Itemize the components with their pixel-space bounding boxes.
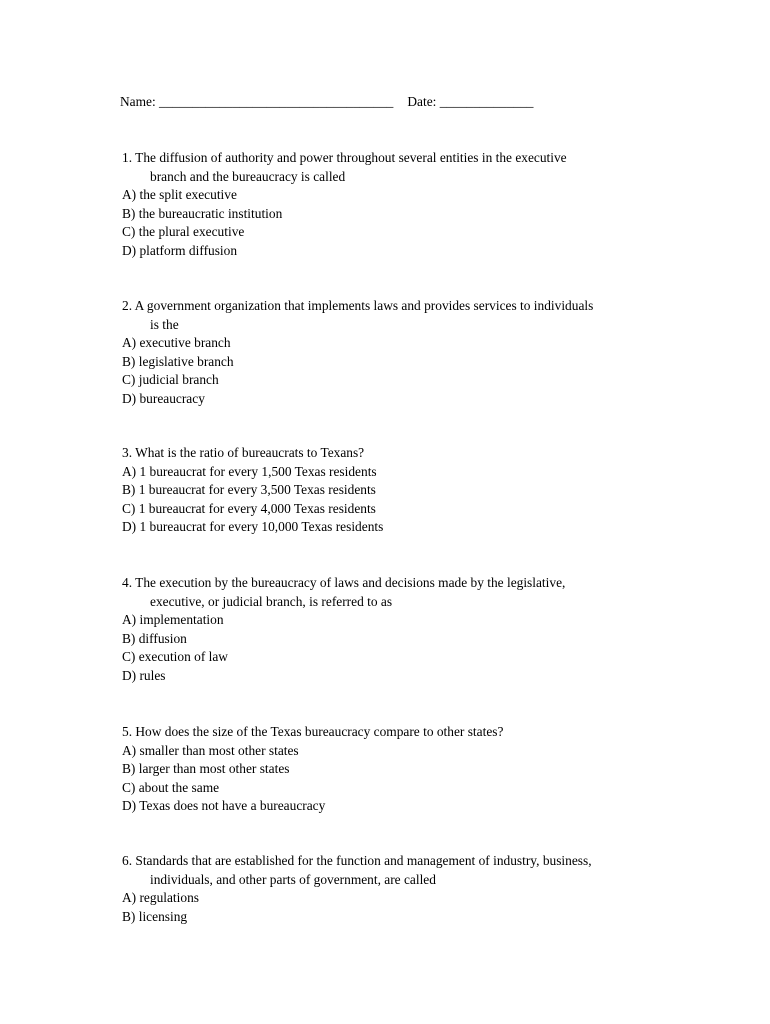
answer-choice-b: B) 1 bureaucrat for every 3,500 Texas residents [122, 482, 376, 497]
answer-choice-b: B) larger than most other states [122, 761, 290, 776]
question-5 [122, 723, 682, 816]
answer-choice-c: C) the plural executive [122, 224, 245, 239]
answer-choice-a: A) 1 bureaucrat for every 1,500 Texas residents [122, 463, 377, 479]
answer-choice-b: B) legislative branch [122, 353, 234, 369]
question-stem-line: 2. A government organization that implements laws and provides services to individuals [122, 298, 594, 313]
question-stem [122, 297, 682, 334]
answer-choice-c: C) execution of law [122, 649, 228, 664]
question-stem-continuation: executive, or judicial branch, is referred to as [150, 593, 393, 609]
question-stem [122, 852, 682, 889]
question-stem [122, 149, 682, 186]
answer-choice-b: B) diffusion [122, 630, 187, 646]
answer-choice-a: A) executive branch [122, 335, 231, 350]
answer-choice-a: A) smaller than most other states [122, 742, 299, 758]
question-stem-line: 6. Standards that are established for the function and management of industry, business, [122, 853, 592, 868]
name-date-header [120, 93, 533, 112]
question-stem-continuation: individuals, and other parts of government, are called [150, 871, 436, 887]
answer-choice-d: D) bureaucracy [122, 390, 205, 406]
question-1 [122, 149, 682, 260]
date-field-label: Date: ______________ [407, 94, 534, 109]
question-stem [122, 444, 682, 463]
answer-choice-d: D) 1 bureaucrat for every 10,000 Texas residents [122, 519, 384, 534]
answer-choice-b: B) licensing [122, 908, 188, 924]
answer-choice-c: C) 1 bureaucrat for every 4,000 Texas residents [122, 500, 376, 516]
question-stem-line: 4. The execution by the bureaucracy of laws and decisions made by the legislative, [122, 575, 566, 590]
question-stem-line: 3. What is the ratio of bureaucrats to Texans? [122, 445, 365, 460]
answer-choice-a: A) the split executive [122, 187, 237, 202]
name-field-label: Name: ___________________________________ [120, 94, 394, 109]
answer-choice-d: D) rules [122, 667, 166, 683]
answer-choice-a: A) regulations [122, 890, 199, 905]
answer-choice-d: D) platform diffusion [122, 242, 238, 258]
question-4 [122, 574, 682, 685]
question-3 [122, 444, 682, 537]
question-stem [122, 574, 682, 611]
question-stem-line: 1. The diffusion of authority and power throughout several entities in the executive [122, 150, 567, 165]
answer-choice-b: B) the bureaucratic institution [122, 205, 283, 221]
question-stem [122, 723, 682, 742]
question-stem-line: 5. How does the size of the Texas bureaucracy compare to other states? [122, 724, 504, 739]
answer-choice-c: C) judicial branch [122, 372, 219, 387]
answer-choice-c: C) about the same [122, 779, 220, 795]
answer-choice-d: D) Texas does not have a bureaucracy [122, 798, 326, 813]
answer-choice-a: A) implementation [122, 612, 224, 627]
question-6 [122, 852, 682, 926]
question-2 [122, 297, 682, 408]
question-stem-continuation: branch and the bureaucracy is called [150, 168, 346, 184]
question-stem-continuation: is the [150, 316, 179, 332]
